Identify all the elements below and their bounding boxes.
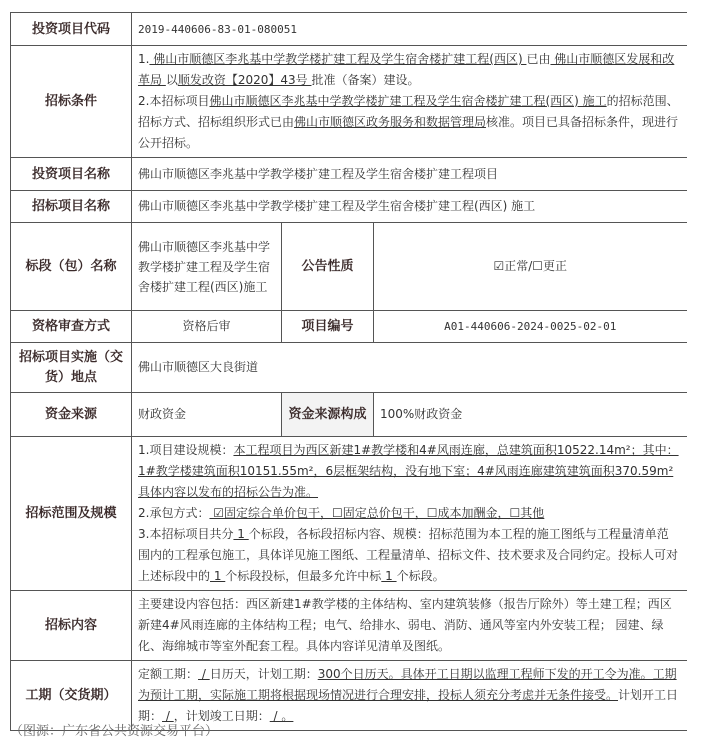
value-project-code: 2019-440606-83-01-080051	[132, 13, 687, 46]
value-funding-composition: 100%财政资金	[374, 393, 687, 437]
value-notice-nature: ☑正常/☐更正	[374, 223, 687, 311]
label-scope: 招标范围及规模	[11, 437, 132, 591]
text-run: ，计划竣工日期：	[173, 709, 270, 723]
row-scope	[11, 437, 687, 591]
tender-info-table	[10, 12, 687, 731]
value-content: 主要建设内容包括：西区新建1#教学楼的主体结构、室内建筑装修（报告厅除外）等土建工程；西区新建4#风雨连廊的主体结构工程；电气、给排水、弱电、消防、通风等室内外安装工程； 园建、绿化、海绵城市等室外配套工程。具体内容详见清单及图纸。	[132, 591, 687, 661]
period-para-1	[138, 664, 681, 727]
underlined-text: 1	[381, 569, 397, 583]
label-conditions: 招标条件	[11, 46, 132, 158]
underlined-text: 佛山市顺德区李兆基中学教学楼扩建工程及学生宿舍楼扩建工程(西区) 施工	[209, 94, 607, 108]
value-scope	[132, 437, 687, 591]
underlined-text: /	[198, 667, 210, 681]
underlined-text: 1	[233, 527, 249, 541]
row-funding	[11, 393, 687, 437]
text-run: 个标段投标，但最多允许中标	[225, 569, 382, 583]
row-qualification	[11, 311, 687, 343]
underlined-text: 1	[210, 569, 226, 583]
row-invest-name	[11, 158, 687, 191]
label-tender-name: 招标项目名称	[11, 191, 132, 223]
text-run: 个标段，各标段招标内容、规模：招标范围为本工程的施工图纸与工程量清单范围内的工程承包施工，具体详见施工图纸、工程量清单、招标文件、技术要求及合同约定。投标人可对上述标段中的	[138, 527, 679, 583]
text-run: 核准。项目已具备招标条件，现进行公开招标。	[138, 115, 679, 150]
label-project-code: 投资项目代码	[11, 13, 132, 46]
value-location: 佛山市顺德区大良街道	[132, 343, 687, 393]
underlined-text: / 。	[269, 709, 294, 723]
label-location: 招标项目实施（交货）地点	[11, 343, 132, 393]
text-run: 以	[165, 73, 178, 87]
text-run: 2.承包方式：	[138, 506, 210, 520]
value-project-no: A01-440606-2024-0025-02-01	[374, 311, 687, 343]
value-conditions	[132, 46, 687, 158]
row-conditions	[11, 46, 687, 158]
label-funding-composition: 资金来源构成	[282, 393, 374, 437]
row-project-code	[11, 13, 687, 46]
conditions-para-2	[138, 91, 681, 154]
scope-para-1	[138, 440, 681, 503]
underlined-text: 顺发改资【2020】43号	[177, 73, 312, 87]
row-tender-name	[11, 191, 687, 223]
row-section	[11, 223, 687, 311]
text-run: 2.本招标项目	[138, 94, 210, 108]
scope-para-2	[138, 503, 681, 524]
underlined-text: 佛山市顺德区李兆基中学教学楼扩建工程及学生宿舍楼扩建工程(西区)	[149, 52, 527, 66]
text-run: 3.本招标项目共分	[138, 527, 234, 541]
text-run: 日历天，计划工期：	[209, 667, 318, 681]
value-qualification: 资格后审	[132, 311, 282, 343]
label-project-no: 项目编号	[282, 311, 374, 343]
text-run: 定额工期：	[138, 667, 199, 681]
label-section: 标段（包）名称	[11, 223, 132, 311]
underlined-text: /	[162, 709, 174, 723]
value-tender-name: 佛山市顺德区李兆基中学教学楼扩建工程及学生宿舍楼扩建工程(西区) 施工	[132, 191, 687, 223]
label-notice-nature: 公告性质	[282, 223, 374, 311]
text-run: 的招标范围、招标方式、招标组织形式已由	[138, 94, 679, 129]
conditions-para-1	[138, 49, 681, 91]
label-content: 招标内容	[11, 591, 132, 661]
label-funding: 资金来源	[11, 393, 132, 437]
text-run: 1.	[138, 52, 150, 66]
value-invest-name: 佛山市顺德区李兆基中学教学楼扩建工程及学生宿舍楼扩建工程项目	[132, 158, 687, 191]
text-run: 批准（备案）建设。	[311, 73, 420, 87]
image-source-caption: （图源：广东省公共资源交易平台）	[10, 724, 219, 739]
label-period: 工期（交货期）	[11, 661, 132, 731]
text-run: 计划开工日期：	[138, 688, 679, 723]
underlined-text: 佛山市顺德区政务服务和数据管理局	[294, 115, 487, 129]
value-funding: 财政资金	[132, 393, 282, 437]
underlined-text: 本工程项目为西区新建1#教学楼和4#风雨连廊，总建筑面积10522.14m²；其中：1#教学楼建筑面积10151.55m²，6层框架结构，没有地下室；4#风雨连廊建筑建筑面积370.59m²具体内容以发布的招标公告为准。	[138, 443, 679, 499]
underlined-text: 300个日历天。具体开工日期以监理工程师下发的开工令为准。工期为预计工期，实际施工期将根据现场情况进行合理安排，投标人须充分考虑并无条件接受。	[138, 667, 677, 702]
label-qualification: 资格审查方式	[11, 311, 132, 343]
scope-para-3	[138, 524, 681, 587]
row-content	[11, 591, 687, 661]
underlined-text: ☑固定综合单价包干，☐固定总价包干，☐成本加酬金，☐其他	[209, 506, 545, 520]
text-run: 已由	[526, 52, 551, 66]
text-run: 1.项目建设规模：	[138, 443, 234, 457]
row-location	[11, 343, 687, 393]
text-run: 个标段。	[396, 569, 445, 583]
underlined-text: 佛山市顺德区发展和改革局	[138, 52, 675, 87]
value-section: 佛山市顺德区李兆基中学教学楼扩建工程及学生宿舍楼扩建工程(西区)施工	[132, 223, 282, 311]
label-invest-name: 投资项目名称	[11, 158, 132, 191]
